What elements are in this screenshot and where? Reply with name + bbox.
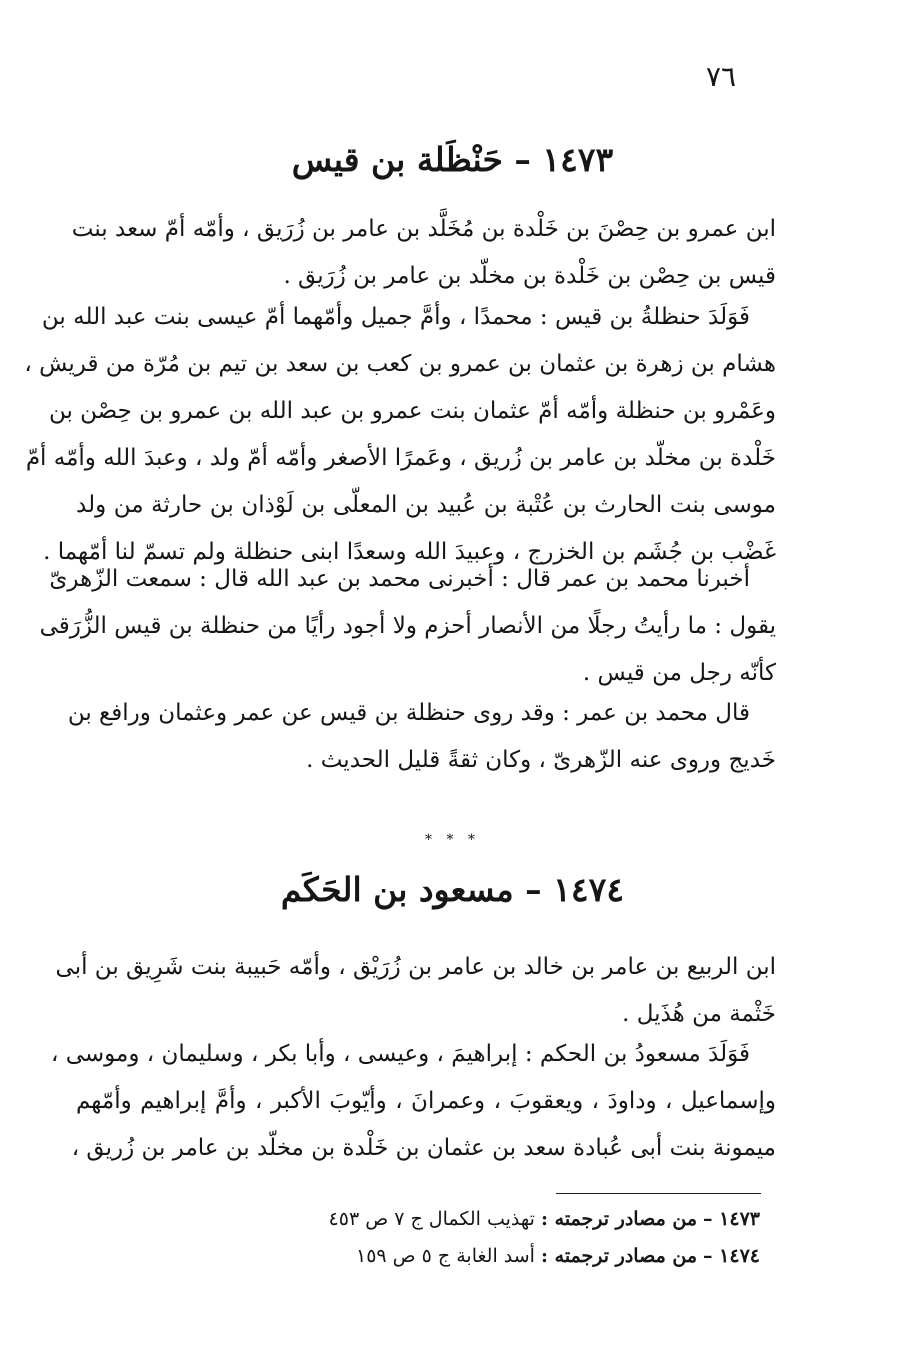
text-line: وعَمْرو بن حنظلة وأمّه أمّ عثمان بنت عمرو بن عبد الله بن عمرو بن حِصْن بن (48, 398, 776, 424)
text-line: خَديج وروى عنه الزّهرىّ ، وكان ثقةً قليل الحديث . (306, 747, 776, 773)
text-line: وإسماعيل ، وداودَ ، ويعقوبَ ، وعمرانَ ، وأيّوبَ الأكبر ، وأمَّ إبراهيم وأمّهم (76, 1088, 776, 1114)
footnote-1474 (240, 1242, 760, 1270)
text-line: أخبرنا محمد بن عمر قال : أخبرنى محمد بن عبد الله قال : سمعت الزّهرىّ (49, 566, 750, 592)
entry-title-1474: ١٤٧٤ – مسعود بن الحَكَم (280, 870, 625, 909)
footnote-source: تهذيب الكمال ج ٧ ص ٤٥٣ (328, 1208, 535, 1230)
text-line: قال محمد بن عمر : وقد روى حنظلة بن قيس عن عمر وعثمان ورافع بن (67, 700, 750, 726)
text-line: قيس بن حِصْن بن خَلْدة بن مخلّد بن عامر بن زُرَيق . (283, 263, 776, 289)
text-line: ميمونة بنت أبى عُبادة سعد بن عثمان بن خَلْدة بن مخلّد بن عامر بن زُريق ، (71, 1135, 776, 1161)
paragraph-lineage-1473 (71, 206, 776, 300)
text-line: ابن الربيع بن عامر بن خالد بن عامر بن زُرَيْق ، وأمّه حَبيبة بنت شَرِيق بن أبى (55, 954, 776, 980)
text-line: كأنّه رجل من قيس . (582, 660, 776, 686)
text-line: غَضْب بن جُشَم بن الخزرج ، وعبيدَ الله وسعدًا ابنى حنظلة ولم تسمّ لنا أمّهما . (43, 539, 776, 565)
text-line: موسى بنت الحارث بن عُتْبة بن عُبيد بن المعلّى بن لَوْذان بن حارثة من ولد (76, 492, 776, 518)
page-number: ٧٦ (706, 60, 737, 93)
footnote-number: ١٤٧٤ – (703, 1245, 760, 1267)
text-line: خَلْدة بن مخلّد بن عامر بن زُريق ، وعَمرًا الأصغر وأمّه أمّ ولد ، وعبدَ الله وأمّه أمّ (25, 445, 776, 471)
paragraph-report-1473 (39, 556, 776, 697)
text-line: هشام بن زهرة بن عثمان بن عمرو بن كعب بن سعد بن تيم بن مُرّة من قريش ، (24, 351, 776, 377)
footnote-label: من مصادر ترجمته : (541, 1208, 697, 1230)
footnote-source: أسد الغابة ج ٥ ص ١٥٩ (355, 1245, 535, 1267)
text-line: ابن عمرو بن حِصْنَ بن خَلْدة بن مُخَلَّد بن عامر بن زُرَيق ، وأمّه أمّ سعد بنت (71, 216, 776, 242)
paragraph-children-1474 (51, 1031, 776, 1172)
paragraph-lineage-1474 (55, 944, 776, 1038)
paragraph-children-1473 (24, 294, 776, 576)
footnote-number: ١٤٧٣ – (703, 1208, 760, 1230)
entry-title-1473: ١٤٧٣ – حَنْظَلة بن قيس (291, 140, 614, 179)
text-line: خَثْمة من هُذَيل . (622, 1001, 776, 1027)
footnote-label: من مصادر ترجمته : (541, 1245, 697, 1267)
footnote-divider (556, 1193, 761, 1194)
paragraph-narration-1473 (67, 690, 776, 784)
text-line: يقول : ما رأيتُ رجلًا من الأنصار أحزم ولا أجود رأيًا من حنظلة بن قيس الزُّرَقى (39, 613, 776, 639)
text-line: فَوَلَدَ حنظلةُ بن قيس : محمدًا ، وأمَّ جميل وأمّهما أمّ عيسى بنت عبد الله بن (41, 304, 750, 330)
text-line: فَوَلَدَ مسعودُ بن الحكم : إبراهيمَ ، وعيسى ، وأبا بكر ، وسليمان ، وموسى ، (51, 1041, 750, 1067)
section-separator: * * * (425, 832, 480, 848)
footnote-1473 (240, 1205, 760, 1233)
